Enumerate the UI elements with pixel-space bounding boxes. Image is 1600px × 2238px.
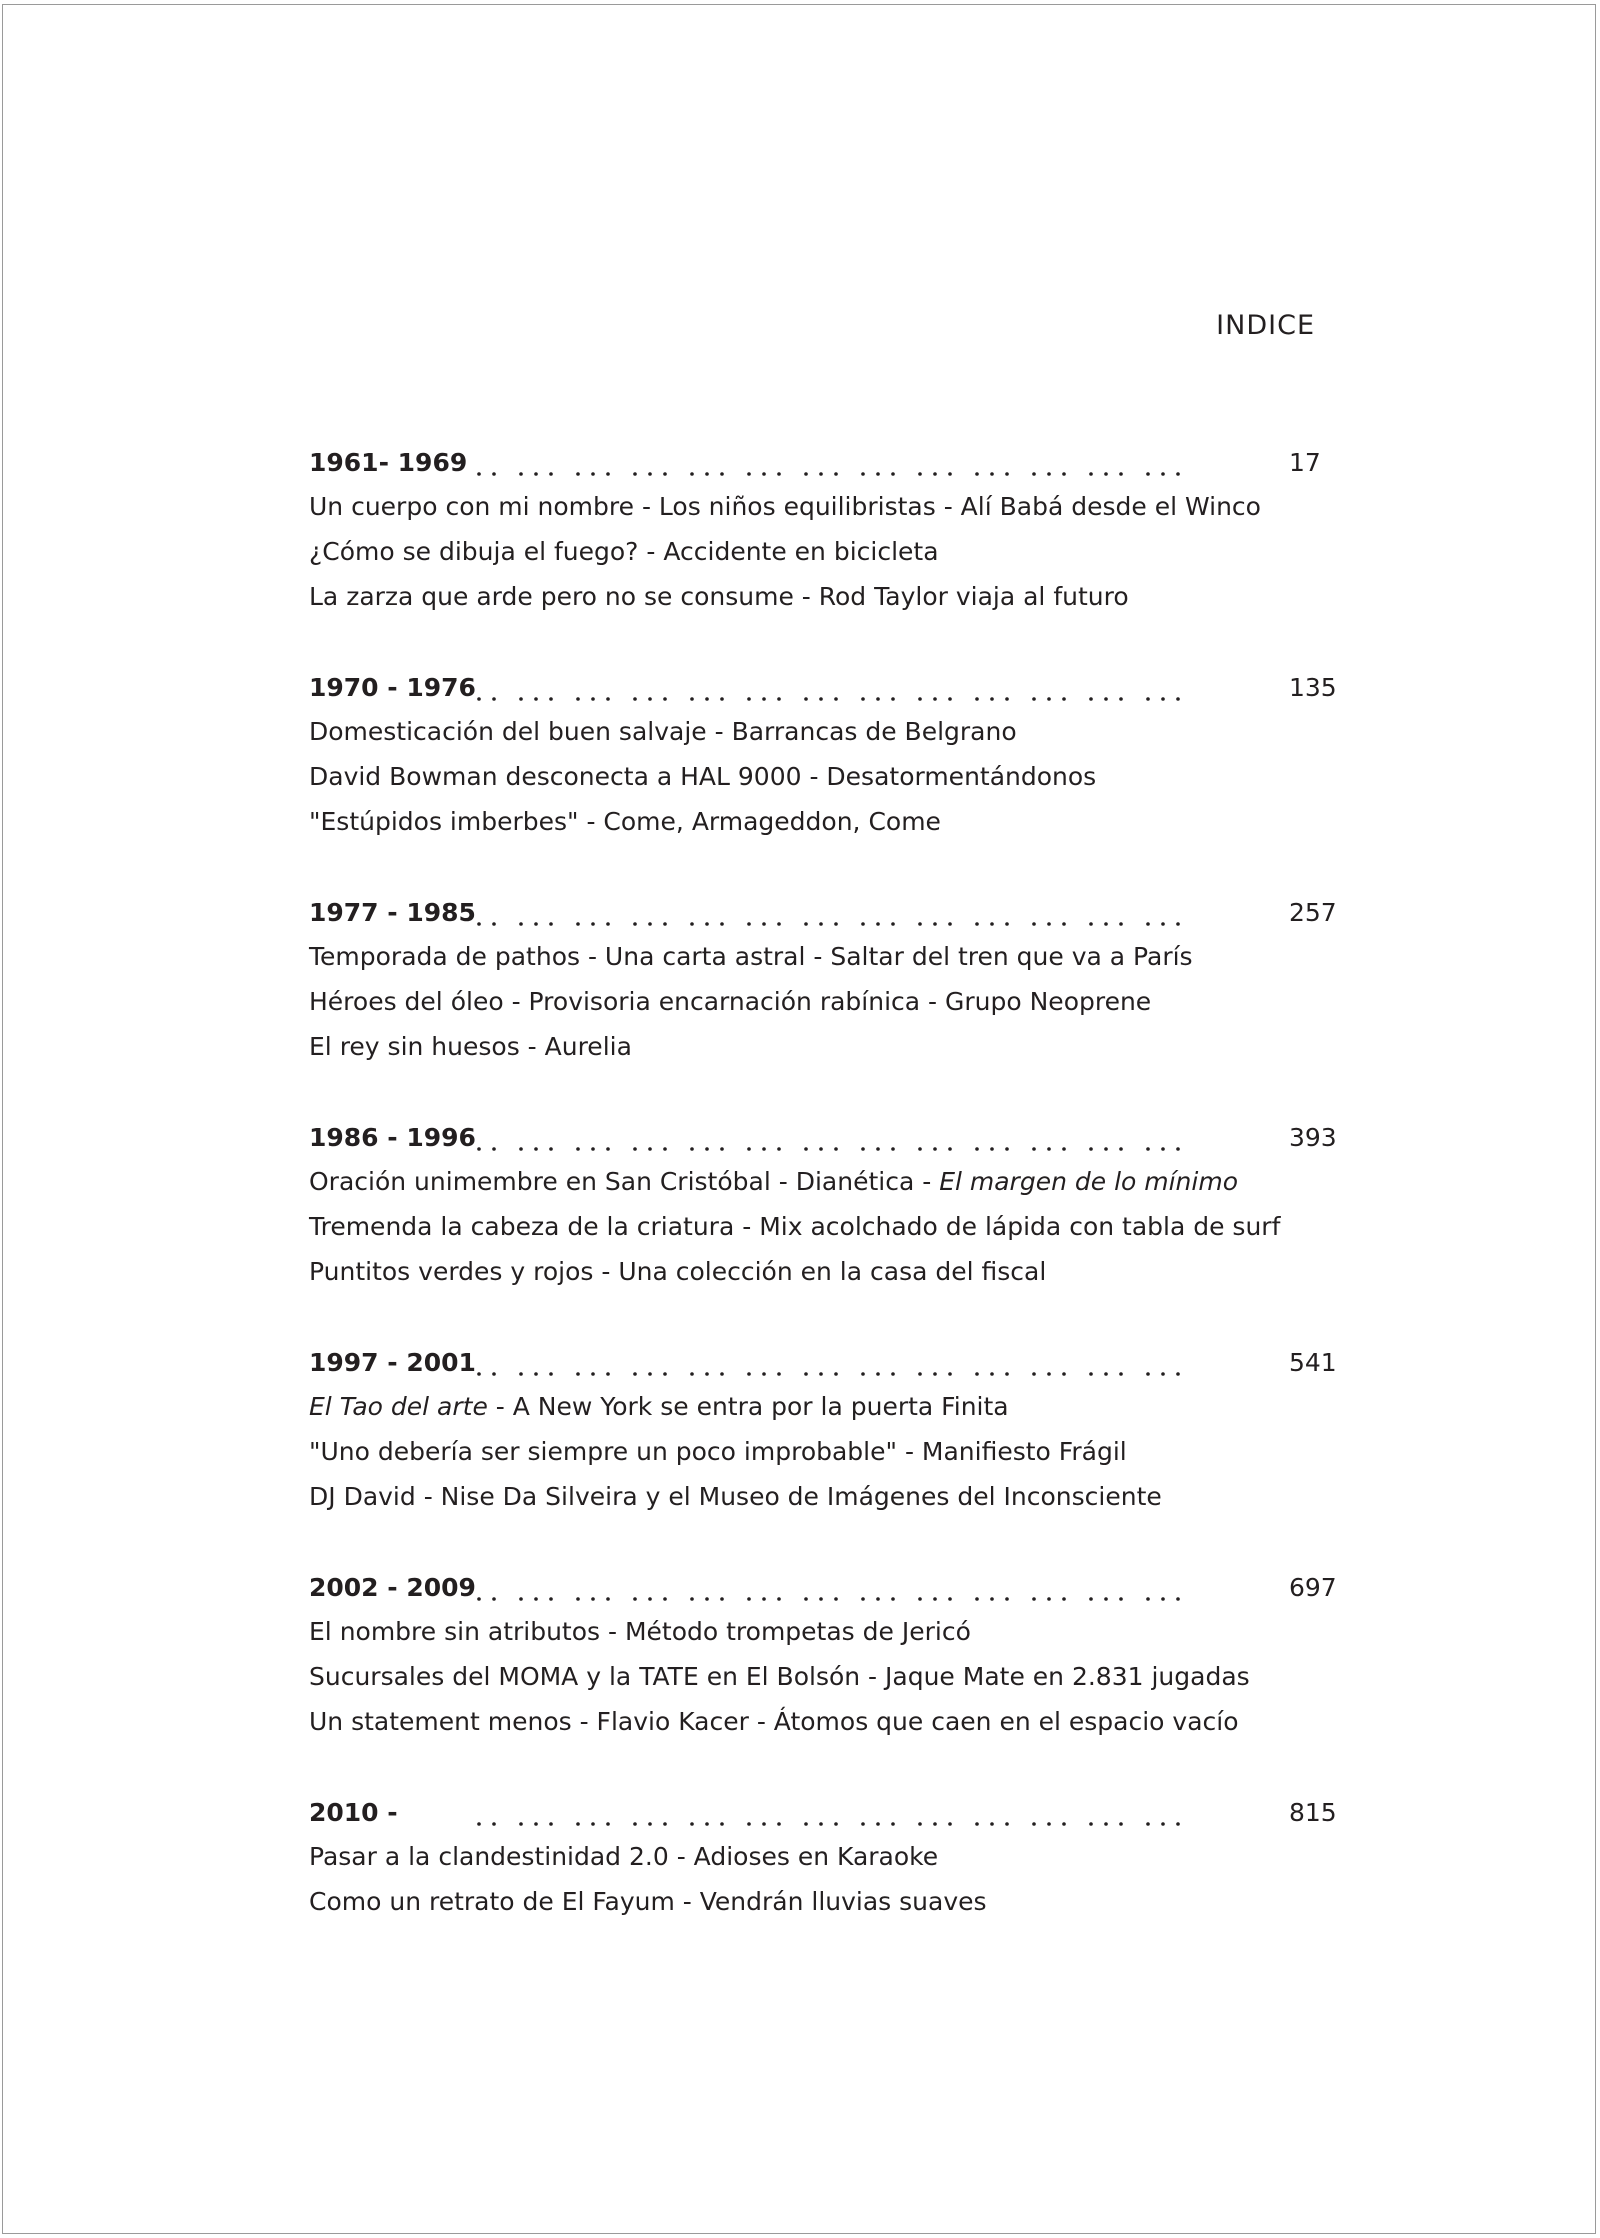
entry-text: "Estúpidos imberbes" - Come, Armageddon, Come (309, 807, 941, 836)
section-years: 1986 - 1996 (309, 1123, 476, 1152)
toc-section (309, 442, 1339, 667)
entry-text: Pasar a la clandestinidad 2.0 - Adioses en Karaoke (309, 1842, 939, 1871)
toc-entry-line (309, 754, 1339, 799)
toc-section-heading (309, 1342, 1339, 1384)
entry-text: El rey sin huesos - Aurelia (309, 1032, 632, 1061)
toc-section-heading (309, 1567, 1339, 1609)
toc-entry-line (309, 574, 1339, 619)
toc-section-heading (309, 1792, 1339, 1834)
entry-title-italic: El Tao del arte (309, 1392, 488, 1421)
dot-leader (469, 1117, 1179, 1159)
table-of-contents (309, 442, 1339, 2017)
toc-section (309, 1342, 1339, 1567)
entry-text: Puntitos verdes y rojos - Una colección en la casa del fiscal (309, 1257, 1047, 1286)
entry-text: Un statement menos - Flavio Kacer - Átomos que caen en el espacio vacío (309, 1707, 1239, 1736)
toc-entry-line (309, 1429, 1339, 1474)
section-years: 1970 - 1976 (309, 673, 476, 702)
toc-entry-line (309, 1384, 1339, 1429)
entry-text: La zarza que arde pero no se consume - Rod Taylor viaja al futuro (309, 582, 1129, 611)
toc-section (309, 1792, 1339, 2017)
toc-entry-line (309, 484, 1339, 529)
entry-text: Temporada de pathos - Una carta astral - Saltar del tren que va a París (309, 942, 1193, 971)
toc-section-heading (309, 1117, 1339, 1159)
toc-entry-line (309, 934, 1339, 979)
section-years: 1997 - 2001 (309, 1348, 476, 1377)
toc-entry-line (309, 709, 1339, 754)
toc-entry-line (309, 1204, 1339, 1249)
entry-text: Como un retrato de El Fayum - Vendrán lluvias suaves (309, 1887, 987, 1916)
dot-leader (469, 442, 1179, 484)
toc-entry-line (309, 1654, 1339, 1699)
page-title: INDICE (1216, 310, 1315, 341)
dot-leader (469, 667, 1179, 709)
toc-section (309, 667, 1339, 892)
toc-section (309, 892, 1339, 1117)
dot-leader (469, 892, 1179, 934)
entry-text: David Bowman desconecta a HAL 9000 - Desatormentándonos (309, 762, 1097, 791)
section-years: 2002 - 2009 (309, 1573, 476, 1602)
entry-text: Un cuerpo con mi nombre - Los niños equilibristas - Alí Babá desde el Winco (309, 492, 1261, 521)
toc-entry-line (309, 1024, 1339, 1069)
section-years: 1977 - 1985 (309, 898, 476, 927)
entry-text: El nombre sin atributos - Método trompetas de Jericó (309, 1617, 971, 1646)
toc-section-heading (309, 892, 1339, 934)
section-page-number: 135 (1289, 673, 1337, 702)
entry-text: Oración unimembre en San Cristóbal - Dianética - (309, 1167, 940, 1196)
entry-text: "Uno debería ser siempre un poco improbable" - Manifiesto Frágil (309, 1437, 1127, 1466)
toc-entry-line (309, 979, 1339, 1024)
toc-entry-line (309, 1249, 1339, 1294)
entry-text: - A New York se entra por la puerta Finita (487, 1392, 1009, 1421)
entry-text: Héroes del óleo - Provisoria encarnación rabínica - Grupo Neoprene (309, 987, 1152, 1016)
toc-section-heading (309, 667, 1339, 709)
toc-entry-line (309, 1609, 1339, 1654)
dot-leader (469, 1792, 1179, 1834)
entry-text: ¿Cómo se dibuja el fuego? - Accidente en bicicleta (309, 537, 939, 566)
entry-title-italic: El margen de lo mínimo (939, 1167, 1238, 1196)
toc-entry-line (309, 799, 1339, 844)
entry-text: DJ David - Nise Da Silveira y el Museo de Imágenes del Inconsciente (309, 1482, 1162, 1511)
section-years: 2010 - (309, 1798, 398, 1827)
toc-entry-line (309, 1159, 1339, 1204)
section-page-number: 257 (1289, 898, 1337, 927)
entry-text: Sucursales del MOMA y la TATE en El Bolsón - Jaque Mate en 2.831 jugadas (309, 1662, 1250, 1691)
toc-entry-line (309, 529, 1339, 574)
toc-section (309, 1567, 1339, 1792)
toc-entry-line (309, 1474, 1339, 1519)
toc-section-heading (309, 442, 1339, 484)
section-page-number: 17 (1289, 448, 1321, 477)
section-page-number: 541 (1289, 1348, 1337, 1377)
section-page-number: 815 (1289, 1798, 1337, 1827)
toc-entry-line (309, 1879, 1339, 1924)
toc-section (309, 1117, 1339, 1342)
toc-entry-line (309, 1699, 1339, 1744)
dot-leader (469, 1567, 1179, 1609)
dot-leader (469, 1342, 1179, 1384)
entry-text: Tremenda la cabeza de la criatura - Mix acolchado de lápida con tabla de surf (309, 1212, 1281, 1241)
section-years: 1961- 1969 (309, 448, 468, 477)
section-page-number: 393 (1289, 1123, 1337, 1152)
entry-text: Domesticación del buen salvaje - Barrancas de Belgrano (309, 717, 1017, 746)
toc-entry-line (309, 1834, 1339, 1879)
section-page-number: 697 (1289, 1573, 1337, 1602)
